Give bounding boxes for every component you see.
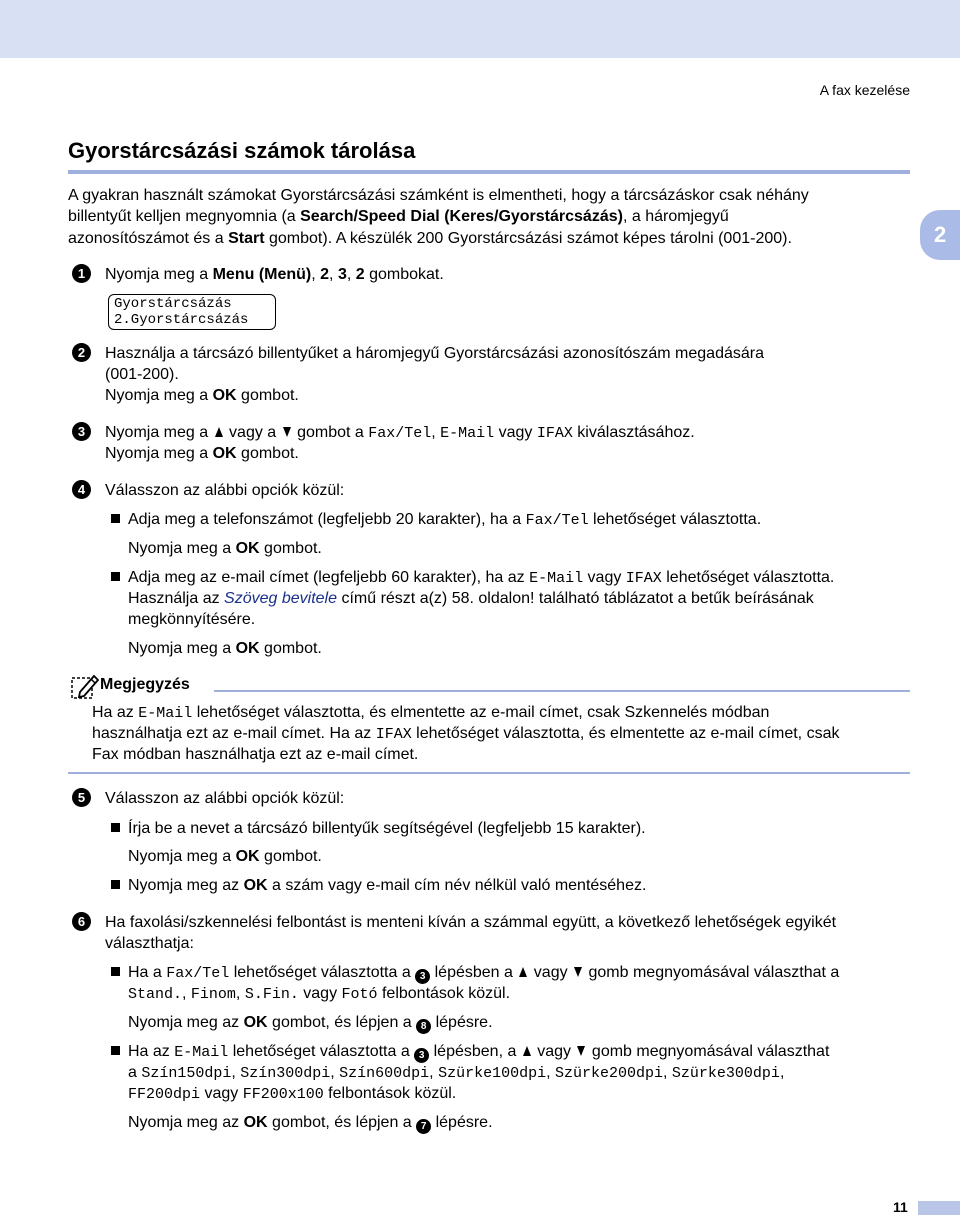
- up-arrow-icon: [215, 427, 223, 437]
- bullet-square-icon: [111, 1046, 120, 1055]
- note-rule-bottom: [68, 772, 910, 774]
- step-ref-3: 3: [414, 1048, 429, 1063]
- step-6-option-2-line-2: a Szín150dpi, Szín300dpi, Szín600dpi, Szürke100dpi, Szürke200dpi, Szürke300dpi,: [128, 1064, 785, 1082]
- step-number-6: 6: [72, 912, 91, 931]
- down-arrow-icon: [577, 1046, 585, 1056]
- lcd-line-1: Gyorstárcsázás: [114, 296, 232, 312]
- bullet-square-icon: [111, 880, 120, 889]
- step-6-option-1-line-2: Stand., Finom, S.Fin. vagy Fotó felbontások közül.: [128, 985, 511, 1003]
- note-pencil-icon: [70, 672, 100, 700]
- intro-line-2: billentyűt kelljen megnyomnia (a Search/Speed Dial (Keres/Gyorstárcsázás), a háromjegyű: [68, 208, 729, 225]
- step-5-option-1-ok: Nyomja meg a OK gombot.: [128, 848, 322, 865]
- bullet-square-icon: [111, 823, 120, 832]
- step-ref-7: 7: [416, 1119, 431, 1134]
- bullet-square-icon: [111, 967, 120, 976]
- section-title: Gyorstárcsázási számok tárolása: [68, 138, 416, 163]
- step-4-option-2-line-3: megkönnyítésére.: [128, 611, 256, 628]
- lcd-line-2: 2.Gyorstárcsázás: [114, 312, 249, 328]
- step-3-line-1: Nyomja meg a vagy a gombot a Fax/Tel, E-Mail vagy IFAX kiválasztásához.: [105, 424, 695, 442]
- page-number: 11: [893, 1199, 908, 1215]
- bullet-square-icon: [111, 572, 120, 581]
- step-5-intro: Válasszon az alábbi opciók közül:: [105, 790, 345, 807]
- step-number-4: 4: [72, 480, 91, 499]
- step-number-1: 1: [72, 264, 91, 283]
- step-6-option-1: Ha a Fax/Tel lehetőséget választotta a 3 lépésben a vagy gomb megnyomásával választhat a: [128, 964, 840, 982]
- intro-line-1: A gyakran használt számokat Gyorstárcsázási számként is elmentheti, hogy a tárcsázáskor csak néhány: [68, 187, 809, 204]
- step-5-option-1: Írja be a nevet a tárcsázó billentyűk segítségével (legfeljebb 15 karakter).: [128, 820, 646, 837]
- running-header: A fax kezelése: [819, 82, 910, 98]
- top-banner: [0, 0, 960, 58]
- step-number-5: 5: [72, 788, 91, 807]
- step-ref-8: 8: [416, 1019, 431, 1034]
- bullet-square-icon: [111, 514, 120, 523]
- step-2-line-2: (001-200).: [105, 366, 179, 383]
- title-underline: [68, 170, 910, 174]
- step-6-line-2: választhatja:: [105, 935, 194, 952]
- step-6-option-1-ok: Nyomja meg az OK gombot, és lépjen a 8 lépésre.: [128, 1014, 493, 1032]
- step-4-option-2: Adja meg az e-mail címet (legfeljebb 60 karakter), ha az E-Mail vagy IFAX lehetőséget választotta.: [128, 569, 835, 587]
- step-4-option-1-ok: Nyomja meg a OK gombot.: [128, 540, 322, 557]
- up-arrow-icon: [519, 967, 527, 977]
- step-6-option-2-ok: Nyomja meg az OK gombot, és lépjen a 7 lépésre.: [128, 1114, 493, 1132]
- down-arrow-icon: [574, 967, 582, 977]
- intro-line-3: azonosítószámot és a Start gombot). A készülék 200 Gyorstárcsázási számot képes tárolni (001-200).: [68, 230, 792, 247]
- note-line-2: használhatja ezt az e-mail címet. Ha az IFAX lehetőséget választotta, és elmentette az e-mail címet, csak: [92, 725, 840, 743]
- step-4-option-2-ok: Nyomja meg a OK gombot.: [128, 640, 322, 657]
- step-3-line-2: Nyomja meg a OK gombot.: [105, 445, 299, 462]
- note-rule-top: [214, 690, 910, 692]
- step-6-line-1: Ha faxolási/szkennelési felbontást is menteni kíván a számmal együtt, a következő lehetőségek egyikét: [105, 914, 837, 931]
- up-arrow-icon: [523, 1046, 531, 1056]
- step-number-2: 2: [72, 343, 91, 362]
- step-6-option-2-line-3: FF200dpi vagy FF200x100 felbontások közül.: [128, 1085, 457, 1103]
- step-5-option-2: Nyomja meg az OK a szám vagy e-mail cím név nélkül való mentéséhez.: [128, 877, 647, 894]
- note-line-3: Fax módban használhatja ezt az e-mail címet.: [92, 746, 419, 763]
- chapter-tab: 2: [920, 210, 960, 260]
- note-line-1: Ha az E-Mail lehetőséget választotta, és elmentette az e-mail címet, csak Szkennelés módban: [92, 704, 770, 722]
- step-1-text: Nyomja meg a Menu (Menü), 2, 3, 2 gombokat.: [105, 266, 444, 283]
- step-4-intro: Válasszon az alábbi opciók közül:: [105, 482, 345, 499]
- footer-bar: [918, 1201, 960, 1215]
- lcd-display: [108, 294, 276, 330]
- step-4-option-2-line-2: Használja az Szöveg bevitele című részt a(z) 58. oldalon! található táblázatot a betűk beírásának: [128, 590, 814, 607]
- note-title: Megjegyzés: [100, 676, 190, 693]
- step-ref-3: 3: [415, 969, 430, 984]
- step-2-line-3: Nyomja meg a OK gombot.: [105, 387, 299, 404]
- step-2-line-1: Használja a tárcsázó billentyűket a háromjegyű Gyorstárcsázási azonosítószám megadására: [105, 345, 764, 362]
- step-6-option-2: Ha az E-Mail lehetőséget választotta a 3 lépésben, a vagy gomb megnyomásával választhat: [128, 1043, 830, 1061]
- step-4-option-1: Adja meg a telefonszámot (legfeljebb 20 karakter), ha a Fax/Tel lehetőséget választotta.: [128, 511, 762, 529]
- step-number-3: 3: [72, 422, 91, 441]
- down-arrow-icon: [283, 427, 291, 437]
